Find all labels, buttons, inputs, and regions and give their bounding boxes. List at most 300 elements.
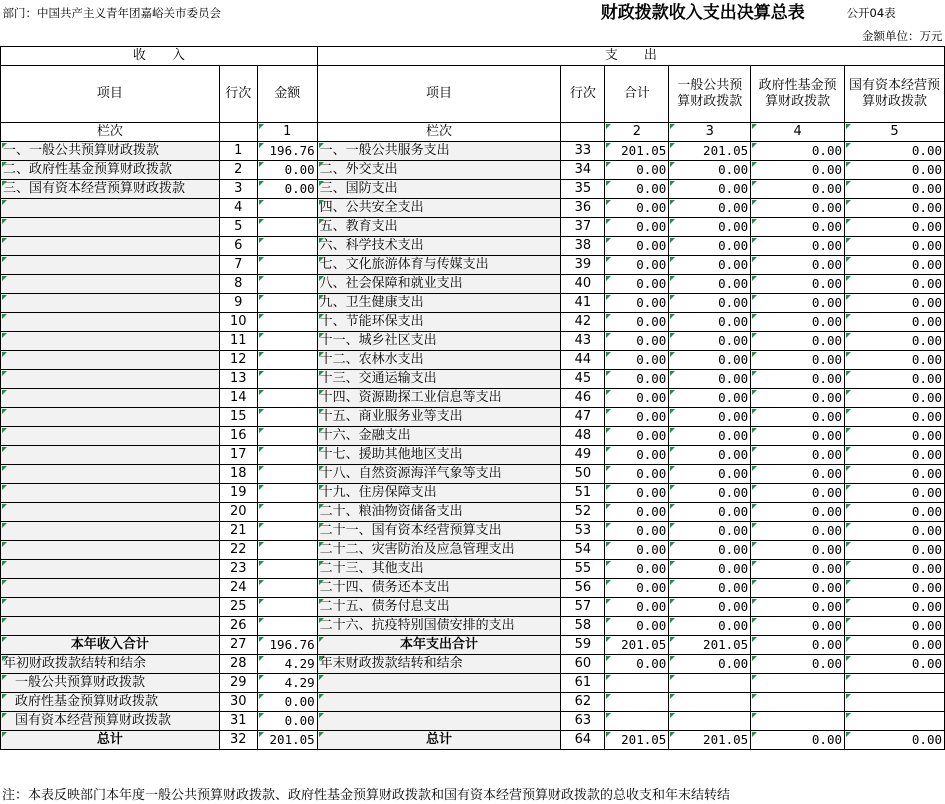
income-section-header: 收 入 — [1, 46, 318, 65]
expense-total: 201.05 — [605, 141, 669, 160]
expense-item-name: 九、卫生健康支出 — [317, 293, 561, 312]
expense-state-capital: 0.00 — [845, 616, 945, 635]
expense-general-budget — [669, 711, 751, 730]
expense-total: 0.00 — [605, 521, 669, 540]
expense-general-budget: 0.00 — [669, 464, 751, 483]
expense-gov-fund: 0.00 — [751, 578, 845, 597]
income-amount — [257, 540, 317, 559]
expense-general-budget: 0.00 — [669, 312, 751, 331]
expense-general-budget: 0.00 — [669, 255, 751, 274]
table-row — [1, 502, 945, 521]
income-line-no: 32 — [219, 730, 257, 749]
income-amount: 4.29 — [257, 654, 317, 673]
expense-gov-fund: 0.00 — [751, 179, 845, 198]
expense-total: 0.00 — [605, 407, 669, 426]
expense-line-no: 54 — [561, 540, 605, 559]
table-row — [1, 559, 945, 578]
income-amount — [257, 217, 317, 236]
expense-line-no: 37 — [561, 217, 605, 236]
expense-total — [605, 673, 669, 692]
table-row — [1, 198, 945, 217]
expense-gov-fund: 0.00 — [751, 483, 845, 502]
income-item-name: 政府性基金预算财政拨款 — [1, 692, 220, 711]
expense-general-budget: 0.00 — [669, 578, 751, 597]
expense-state-capital: 0.00 — [845, 521, 945, 540]
expense-line-no: 63 — [561, 711, 605, 730]
expense-gov-fund: 0.00 — [751, 502, 845, 521]
expense-state-capital — [845, 711, 945, 730]
income-item-name — [1, 274, 220, 293]
footnote: 注：本表反映部门本年度一般公共预算财政拨款、政府性基金预算财政拨款和国有资本经营预算财政拨款的总收支和年末结转结 — [2, 788, 731, 803]
expense-item-name: 二十三、其他支出 — [317, 559, 561, 578]
income-item-name — [1, 540, 220, 559]
table-row — [1, 388, 945, 407]
expense-state-capital: 0.00 — [845, 369, 945, 388]
income-line-no: 19 — [219, 483, 257, 502]
expense-total: 0.00 — [605, 578, 669, 597]
expense-total: 0.00 — [605, 179, 669, 198]
expense-state-capital: 0.00 — [845, 198, 945, 217]
expense-total: 0.00 — [605, 654, 669, 673]
table-row — [1, 407, 945, 426]
income-amount — [257, 369, 317, 388]
income-item-name — [1, 426, 220, 445]
income-item-name: 三、国有资本经营预算财政拨款 — [1, 179, 220, 198]
expense-general-budget: 0.00 — [669, 350, 751, 369]
expense-item-name: 五、教育支出 — [317, 217, 561, 236]
income-amount: 4.29 — [257, 673, 317, 692]
expense-line-no: 34 — [561, 160, 605, 179]
income-line-no: 16 — [219, 426, 257, 445]
table-row — [1, 217, 945, 236]
expense-item-name: 二十四、债务还本支出 — [317, 578, 561, 597]
expense-state-capital: 0.00 — [845, 483, 945, 502]
income-amount — [257, 502, 317, 521]
income-amount — [257, 464, 317, 483]
income-amount — [257, 198, 317, 217]
expense-gov-fund: 0.00 — [751, 559, 845, 578]
col-header-general: 一般公共预算财政拨款 — [669, 65, 751, 122]
income-line-no: 13 — [219, 369, 257, 388]
income-line-no: 20 — [219, 502, 257, 521]
table-row — [1, 331, 945, 350]
table-row — [1, 673, 945, 692]
expense-total: 0.00 — [605, 160, 669, 179]
income-line-no: 25 — [219, 597, 257, 616]
table-row — [1, 730, 945, 749]
col-header-exp-item: 项目 — [317, 65, 561, 122]
expense-line-no: 61 — [561, 673, 605, 692]
income-line-no: 9 — [219, 293, 257, 312]
expense-item-name: 十九、住房保障支出 — [317, 483, 561, 502]
expense-state-capital: 0.00 — [845, 654, 945, 673]
table-row — [1, 141, 945, 160]
expense-general-budget: 0.00 — [669, 236, 751, 255]
table-row — [1, 521, 945, 540]
table-row — [1, 464, 945, 483]
income-amount: 0.00 — [257, 711, 317, 730]
income-item-name — [1, 217, 220, 236]
income-amount — [257, 445, 317, 464]
expense-item-name: 二、外交支出 — [317, 160, 561, 179]
expense-line-no: 47 — [561, 407, 605, 426]
expense-state-capital — [845, 692, 945, 711]
expense-state-capital: 0.00 — [845, 350, 945, 369]
expense-item-name: 三、国防支出 — [317, 179, 561, 198]
col-header-exp-line: 行次 — [561, 65, 605, 122]
col-index-exp-label: 栏次 — [317, 122, 561, 141]
table-row — [1, 236, 945, 255]
col-header-item: 项目 — [1, 65, 220, 122]
income-amount: 196.76 — [257, 635, 317, 654]
expense-gov-fund: 0.00 — [751, 141, 845, 160]
income-amount — [257, 597, 317, 616]
expense-general-budget: 0.00 — [669, 426, 751, 445]
expense-line-no: 48 — [561, 426, 605, 445]
expense-total: 0.00 — [605, 312, 669, 331]
income-line-no: 22 — [219, 540, 257, 559]
expense-gov-fund: 0.00 — [751, 160, 845, 179]
expense-gov-fund: 0.00 — [751, 198, 845, 217]
expense-total: 0.00 — [605, 350, 669, 369]
expense-gov-fund: 0.00 — [751, 464, 845, 483]
col-index-label: 栏次 — [1, 122, 220, 141]
table-row — [1, 616, 945, 635]
report-title: 财政拨款收入支出决算总表 — [600, 3, 805, 23]
table-row — [1, 711, 945, 730]
expense-general-budget: 201.05 — [669, 635, 751, 654]
expense-total: 0.00 — [605, 217, 669, 236]
expense-item-name: 十六、金融支出 — [317, 426, 561, 445]
expense-line-no: 51 — [561, 483, 605, 502]
income-item-name — [1, 578, 220, 597]
income-amount — [257, 293, 317, 312]
expense-general-budget: 0.00 — [669, 274, 751, 293]
expense-line-no: 57 — [561, 597, 605, 616]
income-item-name: 总计 — [1, 730, 220, 749]
expense-general-budget: 0.00 — [669, 483, 751, 502]
expense-general-budget: 0.00 — [669, 369, 751, 388]
expense-gov-fund: 0.00 — [751, 312, 845, 331]
expense-gov-fund: 0.00 — [751, 293, 845, 312]
expense-gov-fund: 0.00 — [751, 236, 845, 255]
income-line-no: 1 — [219, 141, 257, 160]
income-item-name: 一、一般公共预算财政拨款 — [1, 141, 220, 160]
income-amount — [257, 274, 317, 293]
expense-state-capital: 0.00 — [845, 635, 945, 654]
expense-item-name: 七、文化旅游体育与传媒支出 — [317, 255, 561, 274]
income-amount — [257, 559, 317, 578]
expense-state-capital: 0.00 — [845, 578, 945, 597]
income-item-name — [1, 255, 220, 274]
expense-general-budget — [669, 692, 751, 711]
col-index-4: 4 — [751, 122, 845, 141]
income-amount — [257, 426, 317, 445]
income-line-no: 11 — [219, 331, 257, 350]
expense-state-capital: 0.00 — [845, 331, 945, 350]
income-item-name — [1, 293, 220, 312]
income-item-name: 年初财政拨款结转和结余 — [1, 654, 220, 673]
expense-item-name: 二十一、国有资本经营预算支出 — [317, 521, 561, 540]
expense-state-capital: 0.00 — [845, 540, 945, 559]
income-amount — [257, 483, 317, 502]
expense-line-no: 60 — [561, 654, 605, 673]
income-item-name: 本年收入合计 — [1, 635, 220, 654]
expense-gov-fund — [751, 673, 845, 692]
income-line-no: 6 — [219, 236, 257, 255]
expense-total: 0.00 — [605, 255, 669, 274]
income-amount — [257, 388, 317, 407]
expense-gov-fund: 0.00 — [751, 426, 845, 445]
expense-line-no: 46 — [561, 388, 605, 407]
expense-total: 0.00 — [605, 483, 669, 502]
expense-gov-fund — [751, 692, 845, 711]
expense-line-no: 62 — [561, 692, 605, 711]
expense-state-capital: 0.00 — [845, 730, 945, 749]
income-line-no: 18 — [219, 464, 257, 483]
expense-total: 0.00 — [605, 236, 669, 255]
expense-line-no: 56 — [561, 578, 605, 597]
expense-line-no: 64 — [561, 730, 605, 749]
expense-general-budget: 0.00 — [669, 160, 751, 179]
expense-item-name: 二十六、抗疫特别国债安排的支出 — [317, 616, 561, 635]
expense-total: 0.00 — [605, 274, 669, 293]
expense-item-name: 二十、粮油物资储备支出 — [317, 502, 561, 521]
income-item-name — [1, 483, 220, 502]
expense-gov-fund: 0.00 — [751, 521, 845, 540]
expense-line-no: 50 — [561, 464, 605, 483]
form-number: 公开04表 — [846, 6, 896, 20]
expense-general-budget: 0.00 — [669, 559, 751, 578]
expense-item-name — [317, 711, 561, 730]
income-amount — [257, 407, 317, 426]
income-amount: 0.00 — [257, 160, 317, 179]
expense-total — [605, 711, 669, 730]
col-header-state: 国有资本经营预算财政拨款 — [845, 65, 945, 122]
expense-item-name: 十七、援助其他地区支出 — [317, 445, 561, 464]
expense-line-no: 45 — [561, 369, 605, 388]
expense-gov-fund: 0.00 — [751, 255, 845, 274]
expense-total: 0.00 — [605, 388, 669, 407]
income-line-no: 31 — [219, 711, 257, 730]
expense-item-name: 十三、交通运输支出 — [317, 369, 561, 388]
expense-item-name: 二十五、债务付息支出 — [317, 597, 561, 616]
income-amount — [257, 350, 317, 369]
expense-state-capital: 0.00 — [845, 160, 945, 179]
col-header-amount: 金额 — [257, 65, 317, 122]
income-line-no: 14 — [219, 388, 257, 407]
expense-total: 0.00 — [605, 198, 669, 217]
expense-item-name: 总计 — [317, 730, 561, 749]
income-line-no: 24 — [219, 578, 257, 597]
table-row — [1, 160, 945, 179]
income-item-name — [1, 198, 220, 217]
expense-line-no: 55 — [561, 559, 605, 578]
department-label: 部门：中国共产主义青年团嘉峪关市委员会 — [2, 6, 221, 20]
expense-line-no: 40 — [561, 274, 605, 293]
expense-general-budget: 0.00 — [669, 540, 751, 559]
expense-item-name: 本年支出合计 — [317, 635, 561, 654]
expense-state-capital: 0.00 — [845, 141, 945, 160]
expense-state-capital: 0.00 — [845, 255, 945, 274]
expense-state-capital — [845, 673, 945, 692]
expense-state-capital: 0.00 — [845, 293, 945, 312]
col-index-2: 2 — [605, 122, 669, 141]
col-header-line: 行次 — [219, 65, 257, 122]
table-row — [1, 654, 945, 673]
expense-state-capital: 0.00 — [845, 388, 945, 407]
expense-gov-fund: 0.00 — [751, 217, 845, 236]
income-item-name: 一般公共预算财政拨款 — [1, 673, 220, 692]
expense-total: 0.00 — [605, 464, 669, 483]
income-item-name — [1, 236, 220, 255]
expense-total: 0.00 — [605, 445, 669, 464]
expense-item-name: 十一、城乡社区支出 — [317, 331, 561, 350]
expense-state-capital: 0.00 — [845, 445, 945, 464]
expense-state-capital: 0.00 — [845, 407, 945, 426]
table-row — [1, 540, 945, 559]
income-item-name — [1, 331, 220, 350]
expense-gov-fund: 0.00 — [751, 597, 845, 616]
income-line-no: 4 — [219, 198, 257, 217]
expense-item-name: 八、社会保障和就业支出 — [317, 274, 561, 293]
expense-line-no: 35 — [561, 179, 605, 198]
expense-gov-fund: 0.00 — [751, 274, 845, 293]
expense-general-budget: 0.00 — [669, 597, 751, 616]
col-index-3: 3 — [669, 122, 751, 141]
income-line-no: 30 — [219, 692, 257, 711]
expense-item-name: 年末财政拨款结转和结余 — [317, 654, 561, 673]
table-row — [1, 635, 945, 654]
expense-gov-fund: 0.00 — [751, 388, 845, 407]
income-line-no: 12 — [219, 350, 257, 369]
income-amount — [257, 331, 317, 350]
income-amount: 201.05 — [257, 730, 317, 749]
income-amount — [257, 616, 317, 635]
income-line-no: 17 — [219, 445, 257, 464]
expense-total: 0.00 — [605, 369, 669, 388]
expense-general-budget: 0.00 — [669, 217, 751, 236]
income-item-name — [1, 312, 220, 331]
expense-state-capital: 0.00 — [845, 426, 945, 445]
income-amount — [257, 521, 317, 540]
expense-total: 0.00 — [605, 540, 669, 559]
expense-state-capital: 0.00 — [845, 236, 945, 255]
table-row — [1, 692, 945, 711]
blank-cell — [1, 27, 845, 46]
income-amount — [257, 312, 317, 331]
income-item-name — [1, 388, 220, 407]
income-item-name — [1, 350, 220, 369]
expense-general-budget: 0.00 — [669, 388, 751, 407]
expense-state-capital: 0.00 — [845, 502, 945, 521]
expense-gov-fund: 0.00 — [751, 635, 845, 654]
expense-line-no: 41 — [561, 293, 605, 312]
income-line-no: 5 — [219, 217, 257, 236]
expense-gov-fund: 0.00 — [751, 730, 845, 749]
table-row — [1, 426, 945, 445]
expense-general-budget: 0.00 — [669, 198, 751, 217]
table-row — [1, 483, 945, 502]
expense-general-budget: 0.00 — [669, 502, 751, 521]
expense-item-name: 十、节能环保支出 — [317, 312, 561, 331]
table-row — [1, 445, 945, 464]
expense-general-budget: 0.00 — [669, 293, 751, 312]
expense-line-no: 59 — [561, 635, 605, 654]
income-amount — [257, 255, 317, 274]
expense-gov-fund: 0.00 — [751, 540, 845, 559]
expense-gov-fund: 0.00 — [751, 331, 845, 350]
income-item-name — [1, 445, 220, 464]
income-item-name: 国有资本经营预算财政拨款 — [1, 711, 220, 730]
expense-general-budget: 0.00 — [669, 616, 751, 635]
income-amount — [257, 236, 317, 255]
expense-line-no: 43 — [561, 331, 605, 350]
expense-general-budget: 201.05 — [669, 141, 751, 160]
expense-line-no: 53 — [561, 521, 605, 540]
table-row — [1, 578, 945, 597]
expense-total: 0.00 — [605, 597, 669, 616]
expense-general-budget — [669, 673, 751, 692]
expense-total: 0.00 — [605, 293, 669, 312]
expense-item-name: 六、科学技术支出 — [317, 236, 561, 255]
income-item-name — [1, 521, 220, 540]
col-index-5: 5 — [845, 122, 945, 141]
expense-gov-fund: 0.00 — [751, 616, 845, 635]
col-header-total: 合计 — [605, 65, 669, 122]
col-index-blank — [219, 122, 257, 141]
income-item-name — [1, 616, 220, 635]
expense-gov-fund: 0.00 — [751, 407, 845, 426]
expense-line-no: 36 — [561, 198, 605, 217]
expense-gov-fund: 0.00 — [751, 654, 845, 673]
expense-total: 201.05 — [605, 635, 669, 654]
expense-state-capital: 0.00 — [845, 217, 945, 236]
expense-general-budget: 0.00 — [669, 654, 751, 673]
expense-general-budget: 0.00 — [669, 331, 751, 350]
income-item-name — [1, 559, 220, 578]
expense-total: 0.00 — [605, 426, 669, 445]
expense-section-header: 支 出 — [317, 46, 944, 65]
expense-total: 0.00 — [605, 559, 669, 578]
income-line-no: 23 — [219, 559, 257, 578]
table-row — [1, 293, 945, 312]
expense-state-capital: 0.00 — [845, 274, 945, 293]
expense-gov-fund: 0.00 — [751, 350, 845, 369]
expense-line-no: 58 — [561, 616, 605, 635]
table-row — [1, 369, 945, 388]
income-line-no: 26 — [219, 616, 257, 635]
expense-state-capital: 0.00 — [845, 597, 945, 616]
expense-line-no: 44 — [561, 350, 605, 369]
expense-state-capital: 0.00 — [845, 179, 945, 198]
expense-line-no: 39 — [561, 255, 605, 274]
expense-total: 0.00 — [605, 616, 669, 635]
unit-label: 金额单位：万元 — [862, 28, 943, 43]
expense-line-no: 52 — [561, 502, 605, 521]
income-item-name: 二、政府性基金预算财政拨款 — [1, 160, 220, 179]
col-index-exp-blank — [561, 122, 605, 141]
expense-total: 201.05 — [605, 730, 669, 749]
income-amount: 0.00 — [257, 179, 317, 198]
expense-gov-fund — [751, 711, 845, 730]
income-item-name — [1, 369, 220, 388]
income-line-no: 28 — [219, 654, 257, 673]
expense-general-budget: 0.00 — [669, 445, 751, 464]
expense-total: 0.00 — [605, 502, 669, 521]
expense-item-name — [317, 692, 561, 711]
expense-total: 0.00 — [605, 331, 669, 350]
